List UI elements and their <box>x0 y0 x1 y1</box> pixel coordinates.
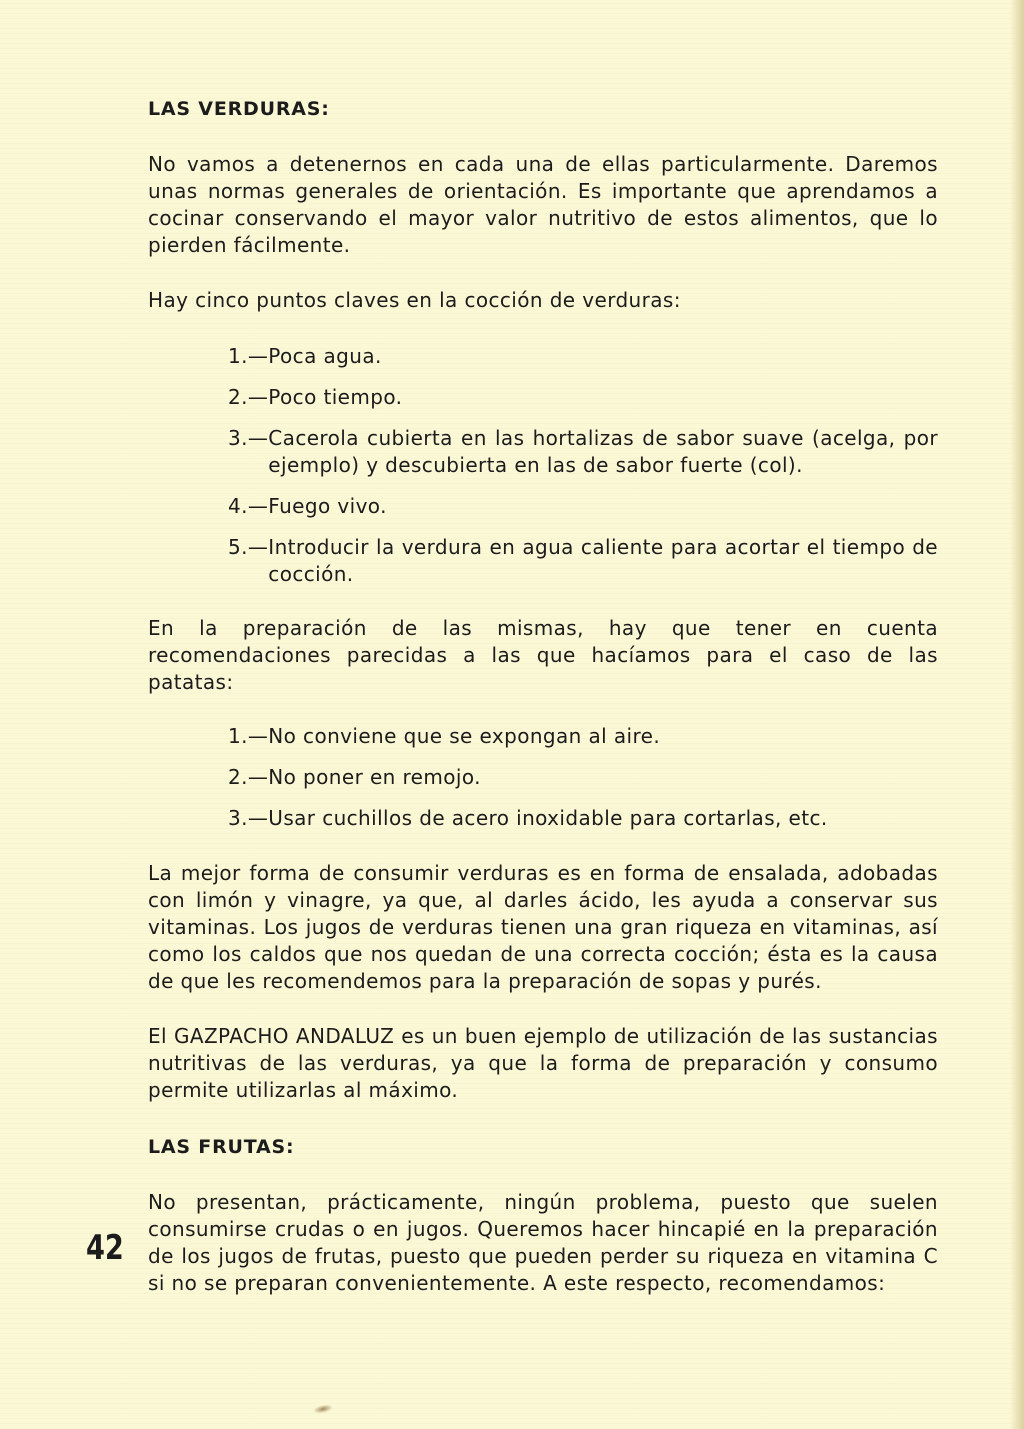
list-text: Fuego vivo. <box>268 494 387 518</box>
list-number: 1.— <box>228 344 269 368</box>
gazpacho-paragraph: El GAZPACHO ANDALUZ es un buen ejemplo de utilización de las sustancias nutritivas de las verduras, ya que la forma de preparación y consumo permite utilizarlas al máximo. <box>148 1024 938 1102</box>
list-item <box>228 805 938 832</box>
consumo-paragraph: La mejor forma de consumir verduras es en forma de ensalada, adobadas con limón y vinagre, ya que, al darles ácido, les ayuda a conservar sus vitaminas. Los jugos de verduras tienen una gran riqueza en vitaminas, así como los caldos que nos quedan de una correcta cocción; ésta es la causa de que les recomendemos para la preparación de sopas y purés. <box>148 861 938 993</box>
prep-intro: En la preparación de las mismas, hay que tener en cuenta recomendaciones parecidas a las que hacíamos para el caso de las patatas: <box>148 616 938 694</box>
list-item <box>228 425 938 479</box>
ink-smudge <box>312 1403 333 1415</box>
list-text: Usar cuchillos de acero inoxidable para cortarlas, etc. <box>268 806 828 830</box>
heading-verduras: LAS VERDURAS: <box>148 98 330 120</box>
list-number: 3.— <box>228 426 269 450</box>
frutas-intro: No presentan, prácticamente, ningún problema, puesto que suelen consumirse crudas o en jugos. Queremos hacer hincapié en la preparación de los jugos de frutas, puesto que pueden perder su riqueza en vitamina C si no se preparan convenientemente. A este respecto, recomendamos: <box>148 1190 938 1295</box>
list-item <box>228 493 938 520</box>
page-content <box>148 96 938 1297</box>
list-text: No conviene que se expongan al aire. <box>268 724 661 748</box>
list-text: Introducir la verdura en agua caliente para acortar el tiempo de cocción. <box>268 535 938 586</box>
list-item <box>228 534 938 588</box>
list-text: Poco tiempo. <box>268 385 403 409</box>
verduras-intro: No vamos a detenernos en cada una de ellas particularmente. Daremos unas normas generales de orientación. Es importante que aprendamos a cocinar conservando el mayor valor nutritivo de estos alimentos, que lo pierden fácilmente. <box>148 152 938 257</box>
list-number: 1.— <box>228 724 269 748</box>
list-number: 5.— <box>228 535 269 559</box>
list-text: Poca agua. <box>268 344 382 368</box>
list-number: 2.— <box>228 385 269 409</box>
key-points-intro: Hay cinco puntos claves en la cocción de verduras: <box>148 288 681 312</box>
list-text: Cacerola cubierta en las hortalizas de sabor suave (acelga, por ejemplo) y descubierta en las de sabor fuerte (col). <box>268 426 938 477</box>
page-edge <box>1010 0 1024 1429</box>
list-item <box>228 764 938 791</box>
heading-frutas: LAS FRUTAS: <box>148 1136 295 1158</box>
list-number: 4.— <box>228 494 269 518</box>
list-number: 2.— <box>228 765 269 789</box>
page-number: 42 <box>86 1228 124 1268</box>
list-item <box>228 384 938 411</box>
key-points-list <box>228 343 938 588</box>
list-item <box>228 343 938 370</box>
list-text: No poner en remojo. <box>268 765 481 789</box>
list-item <box>228 723 938 750</box>
list-number: 3.— <box>228 806 269 830</box>
prep-points-list <box>228 723 938 832</box>
